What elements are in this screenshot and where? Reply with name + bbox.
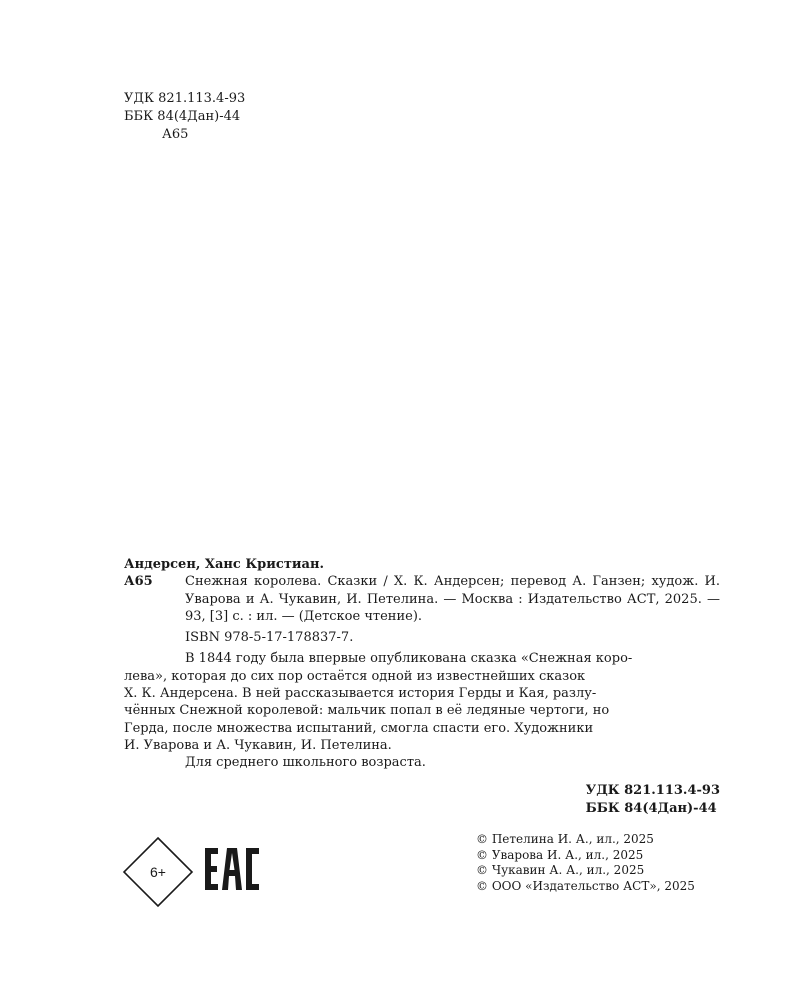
copyright-line: © ООО «Издательство АСТ», 2025 bbox=[476, 878, 695, 893]
isbn: ISBN 978-5-17-178837-7. bbox=[185, 630, 354, 646]
bottom-classification-codes bbox=[586, 782, 720, 818]
card-description: Снежная королева. Сказки / Х. К. Андерсен; перевод А. Ганзен; худож. И. Уварова и А. Чукавин, И. Петелина. — Москва : Издательство АСТ, 2025. — 93, [3] с. : ил. — (Детское чтение). bbox=[185, 574, 720, 624]
age-rating-text: 6+ bbox=[150, 864, 166, 880]
abstract-line: Герда, после множества испытаний, смогла спасти его. Художники bbox=[124, 720, 594, 736]
catalog-card bbox=[124, 556, 720, 772]
copyright-list bbox=[476, 832, 695, 894]
top-classification-codes bbox=[124, 90, 245, 144]
copyright-line: © Уварова И. А., ил., 2025 bbox=[476, 847, 644, 862]
eac-mark-icon bbox=[203, 846, 261, 892]
abstract-line: В 1844 году была впервые опубликована сказка «Снежная коро- bbox=[185, 651, 633, 667]
udk-code: УДК 821.113.4-93 bbox=[124, 91, 246, 106]
audience-note: Для среднего школьного возраста. bbox=[185, 755, 426, 771]
card-author-mark: А65 bbox=[124, 574, 153, 590]
bbk-code-bottom: ББК 84(4Дан)-44 bbox=[585, 801, 717, 816]
copyright-line: © Петелина И. А., ил., 2025 bbox=[476, 832, 654, 846]
author-mark: А65 bbox=[162, 127, 189, 142]
bbk-code: ББК 84(4Дан)-44 bbox=[124, 109, 241, 124]
abstract-line: чённых Снежной королевой: мальчик попал в её ледяные чертоги, но bbox=[124, 703, 610, 719]
abstract-line: И. Уварова и А. Чукавин, И. Петелина. bbox=[124, 737, 392, 753]
card-entry bbox=[124, 573, 720, 625]
card-heading: Андерсен, Ханс Кристиан. bbox=[124, 557, 324, 572]
card-abstract bbox=[124, 650, 720, 754]
abstract-line: Х. К. Андерсена. В ней рассказывается история Герды и Кая, разлу- bbox=[124, 686, 597, 702]
abstract-line: лева», которая до сих пор остаётся одной из известнейших сказок bbox=[124, 668, 586, 684]
copyright-line: © Чукавин А. А., ил., 2025 bbox=[476, 863, 645, 877]
age-rating-badge bbox=[122, 836, 194, 908]
udk-code-bottom: УДК 821.113.4-93 bbox=[585, 783, 720, 798]
